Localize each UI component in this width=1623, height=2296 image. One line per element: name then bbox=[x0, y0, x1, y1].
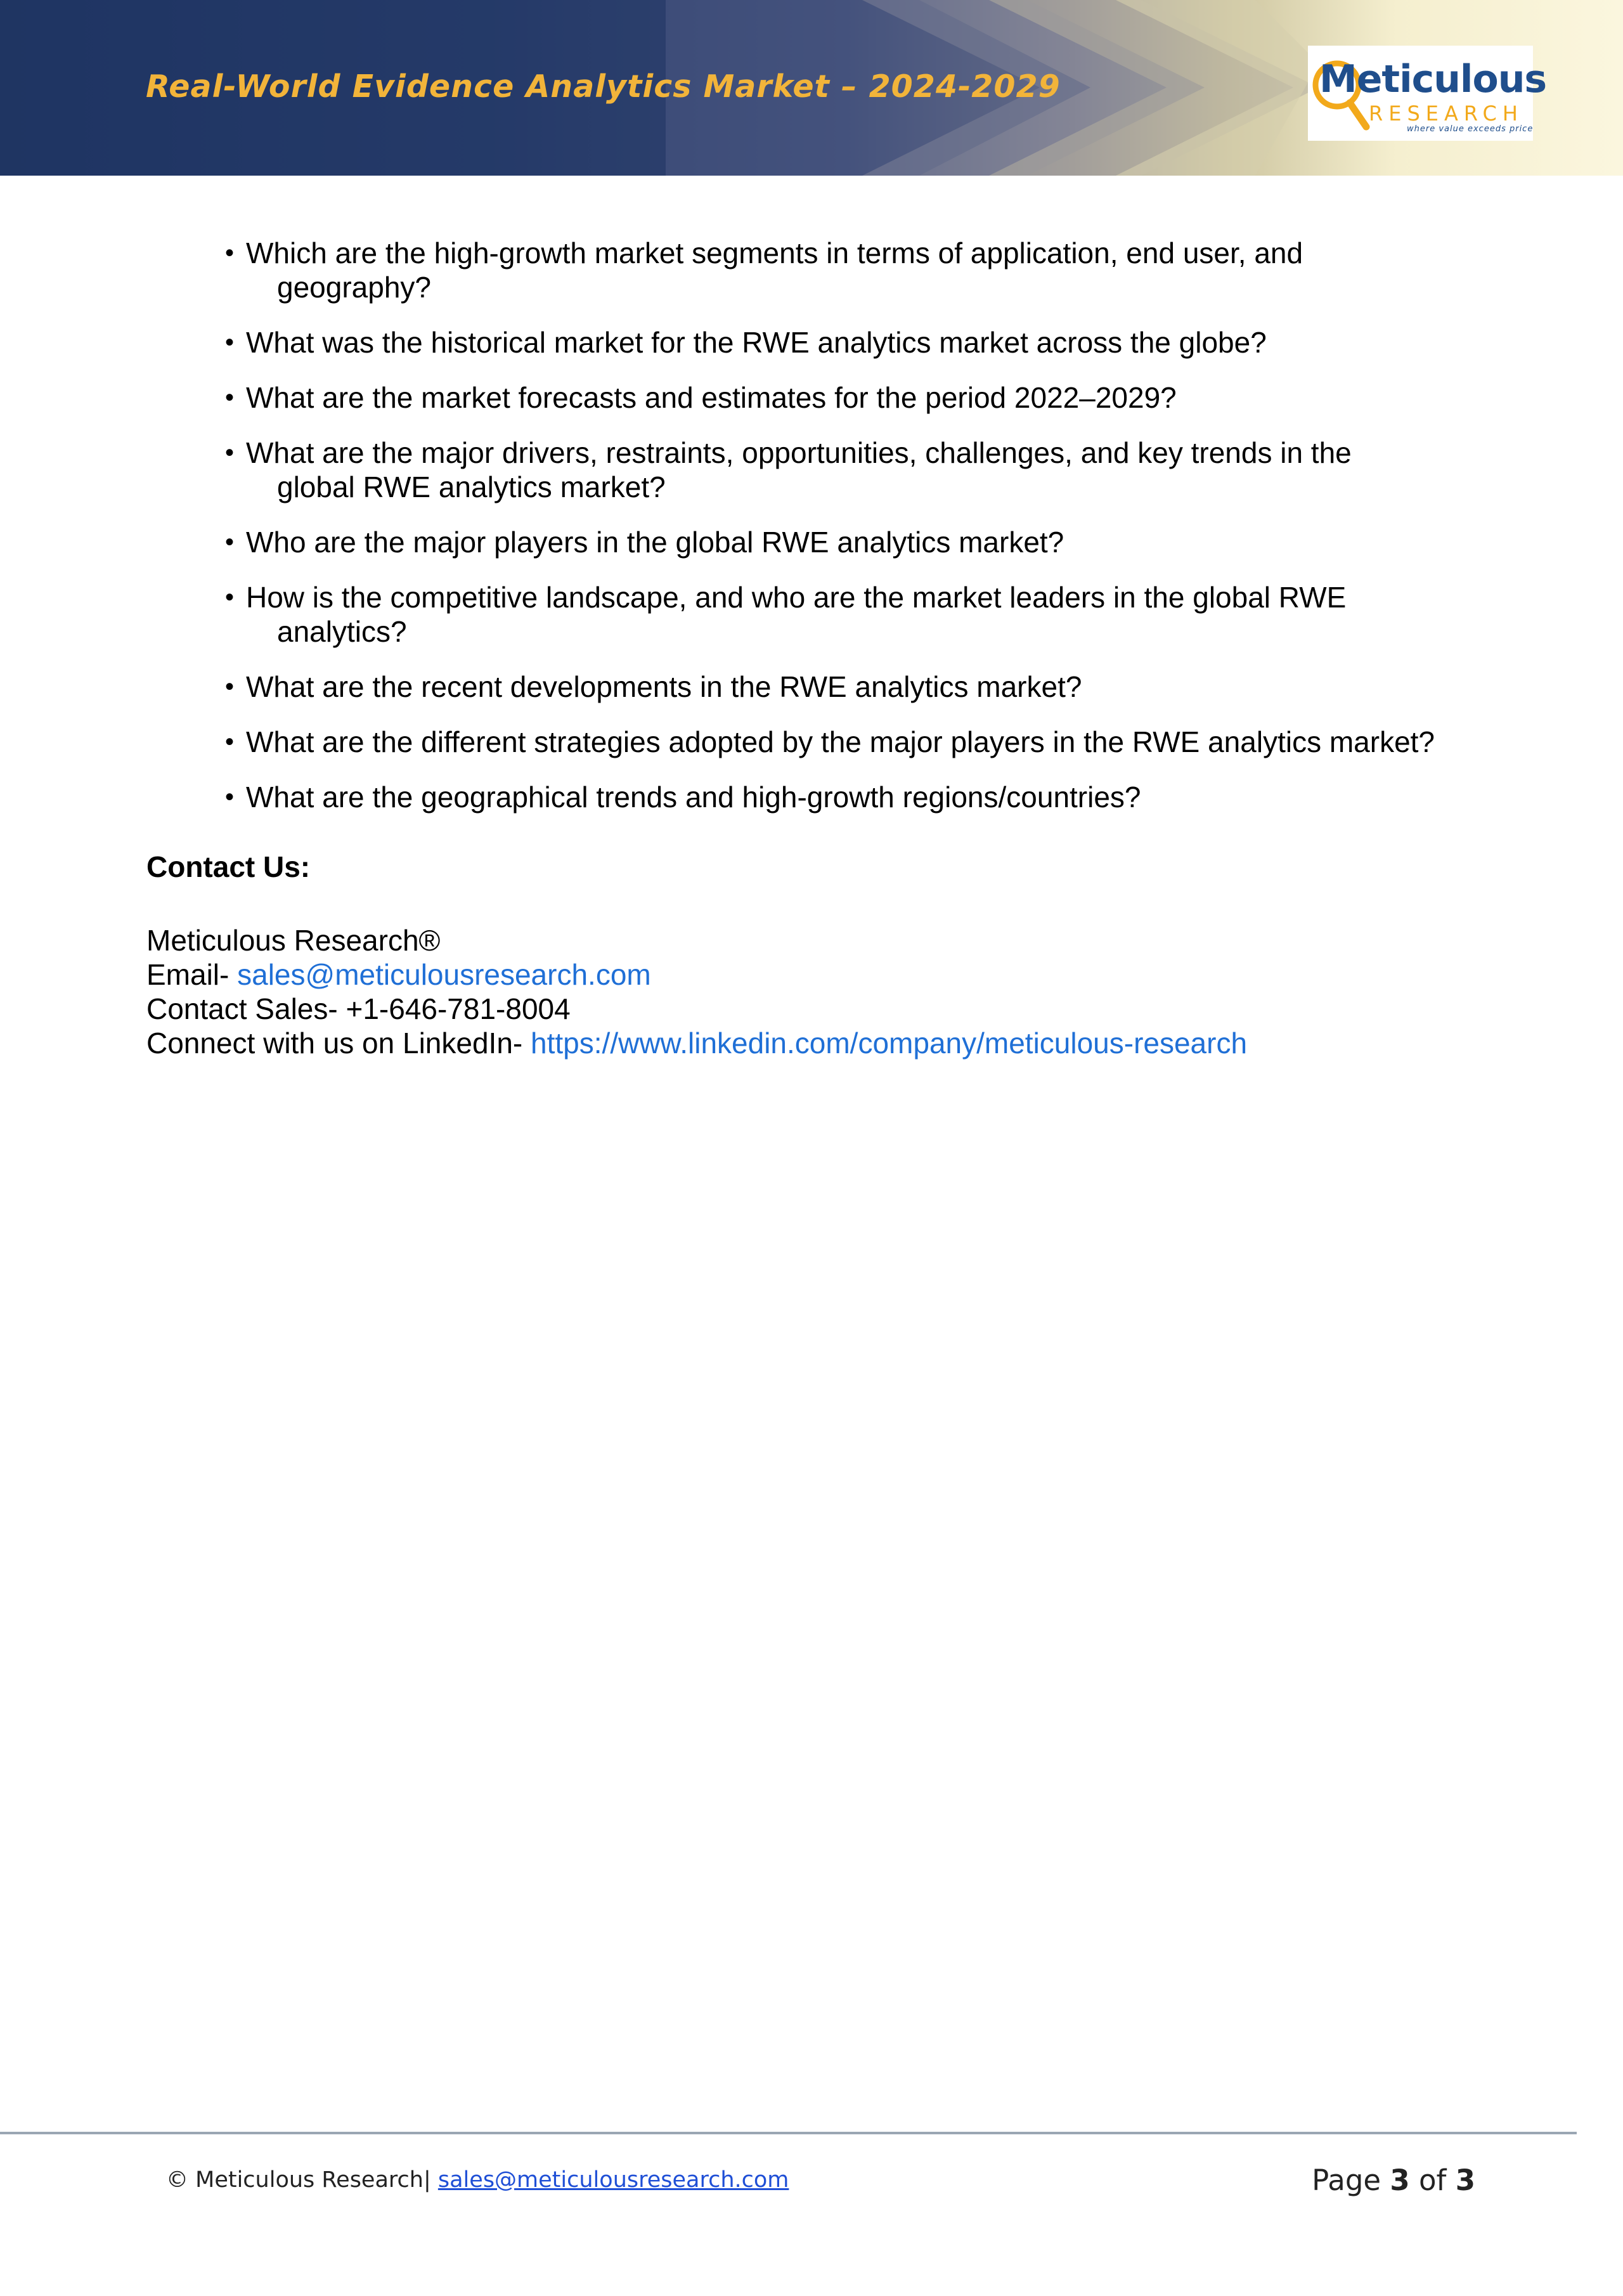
list-item bbox=[225, 525, 1499, 559]
page-number bbox=[1312, 2163, 1475, 2197]
bullet-icon: • bbox=[225, 583, 235, 611]
list-item-text: What are the geographical trends and high-growth regions/countries? bbox=[246, 781, 1141, 814]
list-item bbox=[225, 380, 1499, 415]
total-pages: 3 bbox=[1455, 2163, 1475, 2197]
bullet-icon: • bbox=[225, 783, 235, 811]
bullet-icon: • bbox=[225, 384, 235, 412]
linkedin-line bbox=[146, 1026, 1247, 1060]
email-label: Email- bbox=[146, 958, 238, 991]
list-item bbox=[225, 725, 1499, 759]
company-logo bbox=[1308, 46, 1547, 141]
list-item bbox=[225, 436, 1499, 504]
of-word: of bbox=[1409, 2163, 1456, 2197]
email-link[interactable]: sales@meticulousresearch.com bbox=[237, 958, 651, 991]
email-line bbox=[146, 957, 1247, 992]
list-item-text: What are the market forecasts and estimates for the period 2022–2029? bbox=[246, 381, 1177, 414]
list-item-text: What are the recent developments in the RWE analytics market? bbox=[246, 670, 1082, 703]
list-item-text-continued: analytics? bbox=[277, 615, 407, 648]
company-name: Meticulous Research® bbox=[146, 924, 441, 957]
footer-email-link[interactable]: sales@meticulousresearch.com bbox=[437, 2167, 789, 2193]
list-item-text-continued: global RWE analytics market? bbox=[277, 470, 666, 503]
key-questions-list bbox=[225, 236, 1499, 835]
list-item-text: What are the different strategies adopted by the major players in the RWE analytics market? bbox=[246, 725, 1435, 758]
bullet-icon: • bbox=[225, 239, 235, 267]
footer-copyright bbox=[166, 2167, 789, 2193]
contact-heading: Contact Us: bbox=[146, 850, 311, 883]
bullet-icon: • bbox=[225, 673, 235, 701]
list-item bbox=[225, 325, 1499, 360]
sales-phone: Contact Sales- +1-646-781-8004 bbox=[146, 992, 571, 1025]
linkedin-link[interactable]: https://www.linkedin.com/company/meticulous-research bbox=[531, 1027, 1248, 1060]
report-title: Real-World Evidence Analytics Market – 2024-2029 bbox=[146, 68, 1061, 105]
copyright-text: © Meticulous Research| bbox=[166, 2167, 438, 2193]
header-banner bbox=[0, 0, 1623, 176]
list-item bbox=[225, 236, 1499, 304]
logo-wordmark: Meticulous bbox=[1319, 57, 1547, 101]
logo-subtitle: RESEARCH bbox=[1369, 101, 1523, 126]
footer-divider bbox=[0, 2132, 1577, 2134]
page-word: Page bbox=[1312, 2163, 1390, 2197]
list-item-text: Who are the major players in the global RWE analytics market? bbox=[246, 526, 1064, 559]
linkedin-label: Connect with us on LinkedIn- bbox=[146, 1027, 531, 1060]
bullet-icon: • bbox=[225, 528, 235, 556]
list-item-text-continued: geography? bbox=[277, 271, 431, 304]
bullet-icon: • bbox=[225, 328, 235, 356]
bullet-icon: • bbox=[225, 439, 235, 467]
logo-tagline: where value exceeds price bbox=[1407, 124, 1534, 134]
list-item-text: Which are the high-growth market segments in terms of application, end user, and bbox=[246, 237, 1303, 269]
list-item bbox=[225, 580, 1499, 649]
list-item-text: What are the major drivers, restraints, opportunities, challenges, and key trends in the bbox=[246, 436, 1352, 469]
list-item bbox=[225, 670, 1499, 704]
list-item bbox=[225, 780, 1499, 814]
current-page: 3 bbox=[1390, 2163, 1410, 2197]
list-item-text: What was the historical market for the RWE analytics market across the globe? bbox=[246, 326, 1267, 359]
bullet-icon: • bbox=[225, 728, 235, 756]
list-item-text: How is the competitive landscape, and who are the market leaders in the global RWE bbox=[246, 581, 1347, 614]
contact-details bbox=[146, 923, 1247, 1060]
